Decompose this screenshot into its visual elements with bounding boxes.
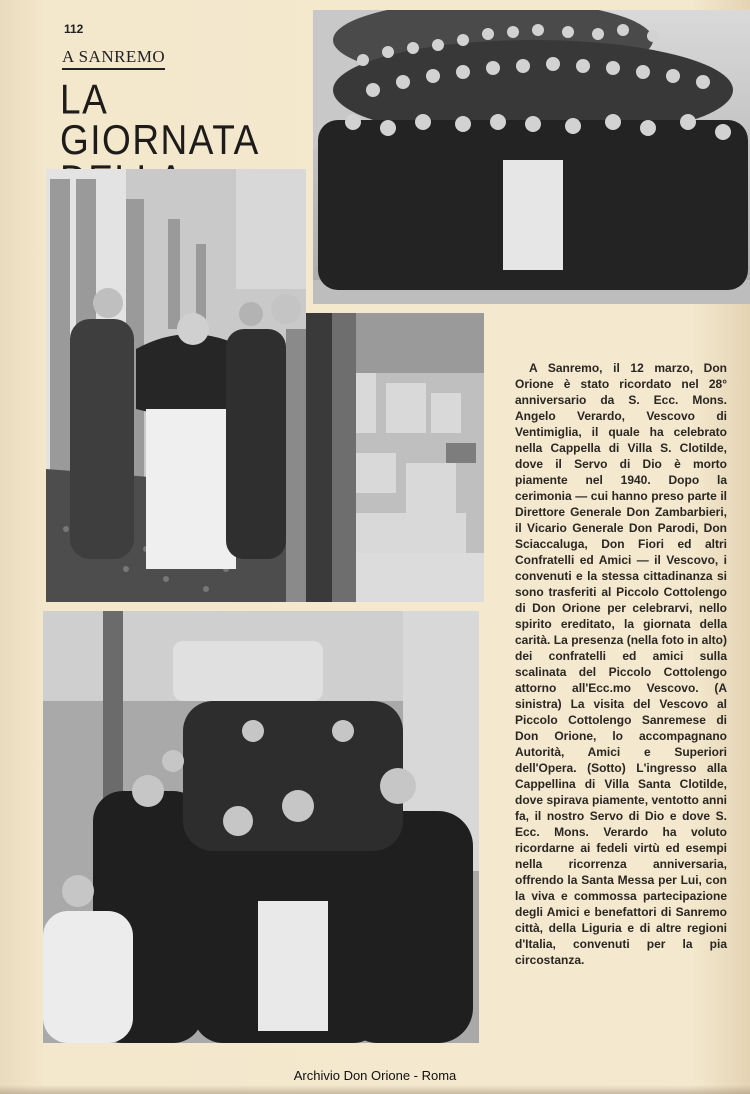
page-number: 112 <box>64 22 84 36</box>
group-photo-image <box>313 10 750 304</box>
entry-photo-image <box>43 611 479 1043</box>
article-body: A Sanremo, il 12 marzo, Don Orione è stato ricordato nel 28° anniversario da S. Ecc. Mons. Angelo Verardo, Vescovo di Ventimiglia, il quale ha celebrato nella Cappella di Villa S. Clotilde, dove il Servo di Dio è morto piamente nel 1940. Dopo la cerimonia — cui hanno preso parte il Direttore Generale Don Zambarbieri, il Vicario Generale Don Parodi, Don Sciaccaluga, Don Fiori ed altri Confratelli ed Amici — il Vescovo, i convenuti e la stessa cittadinanza si sono trasferiti al Piccolo Cottolengo di Don Orione per celebrarvi, nello spirito ereditato, la giornata della carità. La presenza (nella foto in alto) dei confratelli ed amici sulla scalinata del Piccolo Cottolengo attorno all'Ecc.mo Vescovo. (A sinistra) La visita del Vescovo al Piccolo Cottolengo Sanremese di Don Orione, lo accompagnano Autorità, Amici e Superiori dell'Opera. (Sotto) L'ingresso alla Cappellina di Villa Santa Clotilde, dove spirava piamente, ventotto anni fa, il nostro Servo di Dio e dove S. Ecc. Mons. Verardo ha voluto ricordarne ai fedeli virtù ed esempi nella ricorrenza anniversaria, offrendo la Santa Messa per Lui, con la viva e commossa partecipazione degli Amici e benefattori di Sanremo città, della Liguria e di altre regioni d'Italia, convenuti per la pia circostanza. <box>515 361 727 967</box>
chapel-entrance-photo <box>43 611 479 1043</box>
city-photo-image <box>306 313 484 602</box>
balcony-photo-image <box>46 169 306 602</box>
group-photo-stairs <box>313 10 750 304</box>
balcony-visit-photo <box>46 169 306 602</box>
page-edge-shadow <box>0 1085 750 1094</box>
section-kicker: A SANREMO <box>62 47 165 70</box>
city-view-photo <box>306 313 484 602</box>
archive-footer: Archivio Don Orione - Roma <box>293 1068 457 1083</box>
headline-line-1: LA GIORNATA <box>60 76 260 163</box>
